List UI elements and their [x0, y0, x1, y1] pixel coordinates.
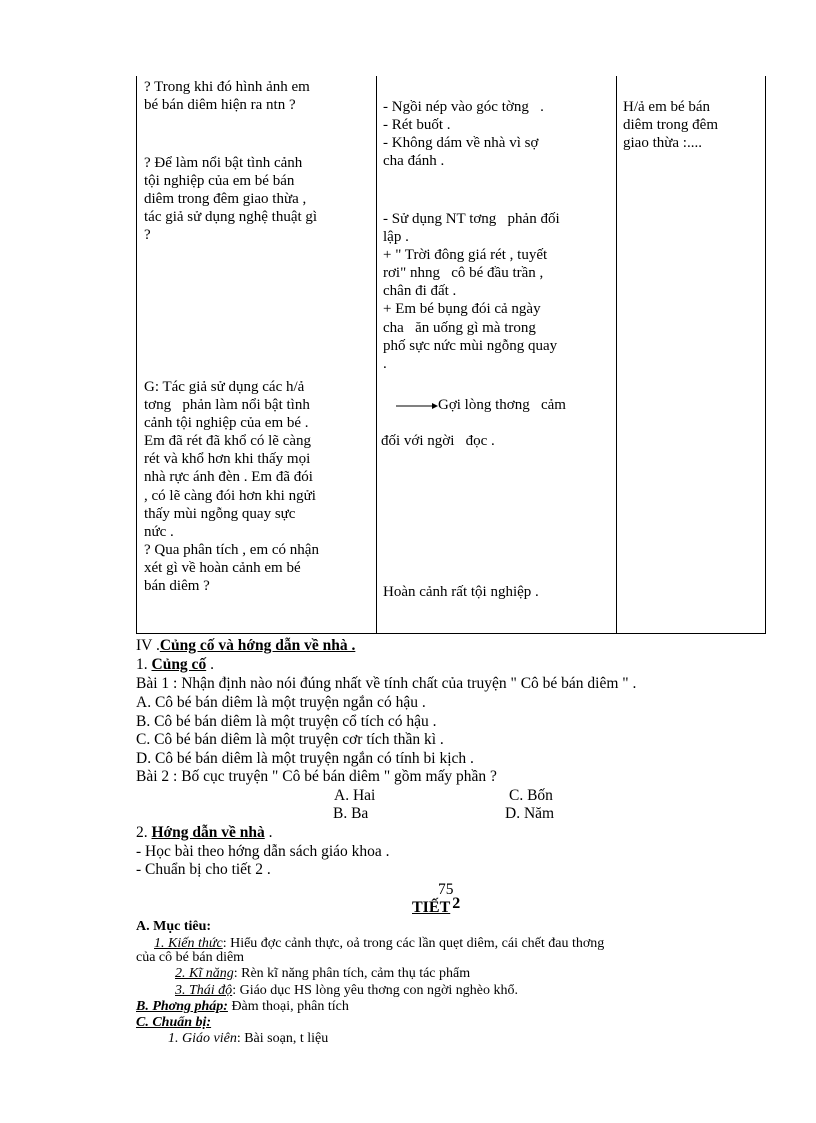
table-col2-a3: [381, 378, 615, 450]
bai2-question: Bài 2 : Bố cục truyện " Cô bé bán diêm " gồm mấy phần ?: [136, 768, 497, 785]
table-col1: [144, 78, 374, 114]
table-col2-a1: [383, 98, 613, 170]
answer-2: - Sử dụng NT tơng phản đối lập . + " Trời đông giá rét , tuyết rơi" nhng cô bé đầu trần , chân đi đất . + Em bé bụng đói cả ngày cha ăn uống gì mà trong phố sực nức mùi ngỗng quay .: [383, 211, 560, 372]
bai1-question: Bài 1 : Nhận định nào nói đúng nhất về tính chất của truyện " Cô bé bán diêm " .: [136, 675, 637, 692]
bai1-option-a: A. Cô bé bán diêm là một truyện ngắn có hậu .: [136, 694, 426, 711]
huongdan-line1: - Học bài theo hớng dẫn sách giáo khoa .: [136, 843, 390, 860]
bai2-option-c: C. Bốn: [509, 787, 553, 804]
answer-1: - Ngồi nép vào góc tờng . - Rét buốt . - Không dám về nhà vì sợ cha đánh .: [383, 99, 544, 170]
table-col2-a2: [383, 210, 613, 373]
table-col1-g: [144, 378, 374, 595]
cungco-heading: 1. Củng cố .: [136, 656, 214, 673]
lesson-title: TIẾT 2: [412, 895, 461, 916]
table-col1-q2: [144, 154, 374, 244]
thaido-line: 3. Thái độ: Giáo dục HS lòng yêu thơng con ngời nghèo khổ.: [175, 983, 519, 998]
bai1-option-d: D. Cô bé bán diêm là một truyện ngắn có tính bi kịch .: [136, 750, 474, 767]
section-4-heading: IV .Củng cố và hớng dẫn về nhà .: [136, 637, 356, 654]
teacher-explanation: G: Tác giả sử dụng các h/ả tơng phản làm nổi bật tình cảnh tội nghiệp của em bé . Em đã rét đã khổ có lẽ càng rét và khổ hơn khi thấy mọi nhà rực ánh đèn . Em đã đói , có lẽ càng đói hơn khi ngửi thấy mùi ngỗng quay sực nức . ? Qua phân tích , em có nhận xét gì về hoàn cảnh em bé bán diêm ?: [144, 379, 319, 595]
page-number: 75: [438, 881, 454, 898]
kinang-line: 2. Kĩ năng: Rèn kĩ năng phân tích, cảm thụ tác phẩm: [175, 966, 471, 981]
kienthuc-line: 1. Kiến thức: Hiểu đợc cảnh thực, oả trong các lần quẹt diêm, cái chết đau thơng: [154, 936, 605, 951]
muctieu-heading: A. Mục tiêu:: [136, 919, 212, 934]
bai1-option-b: B. Cô bé bán diêm là một truyện cổ tích có hậu .: [136, 713, 437, 730]
bai2-option-b: B. Ba: [333, 805, 369, 822]
answer-3-line2: đối với ngời đọc .: [381, 433, 495, 450]
bai2-option-a: A. Hai: [334, 787, 376, 804]
question-1: ? Trong khi đó hình ảnh em bé bán diêm hiện ra ntn ?: [144, 79, 310, 114]
table-col3: [623, 98, 763, 152]
giaovien-line: 1. Giáo viên: Bài soạn, t liệu: [168, 1031, 329, 1046]
summary-note: H/ả em bé bán diêm trong đêm giao thừa :....: [623, 99, 718, 152]
phuongphap-line: B. Phơng pháp: Đàm thoại, phân tích: [136, 999, 349, 1014]
huongdan-heading: 2. Hớng dẫn về nhà .: [136, 824, 273, 841]
huongdan-line2: - Chuẩn bị cho tiết 2 .: [136, 861, 271, 878]
bai1-option-c: C. Cô bé bán diêm là một truyện cơr tích thần kì .: [136, 731, 444, 748]
bai2-option-d: D. Năm: [505, 805, 555, 822]
kienthuc-cont: của cô bé bán diêm: [136, 950, 245, 965]
table-col2-a4: [383, 583, 613, 601]
question-2: ? Để làm nổi bật tình cảnh tội nghiệp của em bé bán diêm trong đêm giao thừa , tác giả sử dụng nghệ thuật gì ?: [144, 155, 318, 244]
answer-3-line1: Gợi lòng thơng cảm: [438, 397, 566, 414]
chuanbi-heading: C. Chuẩn bị:: [136, 1015, 212, 1030]
answer-4: Hoàn cảnh rất tội nghiệp .: [383, 584, 539, 600]
arrow-right-icon: [396, 401, 438, 411]
